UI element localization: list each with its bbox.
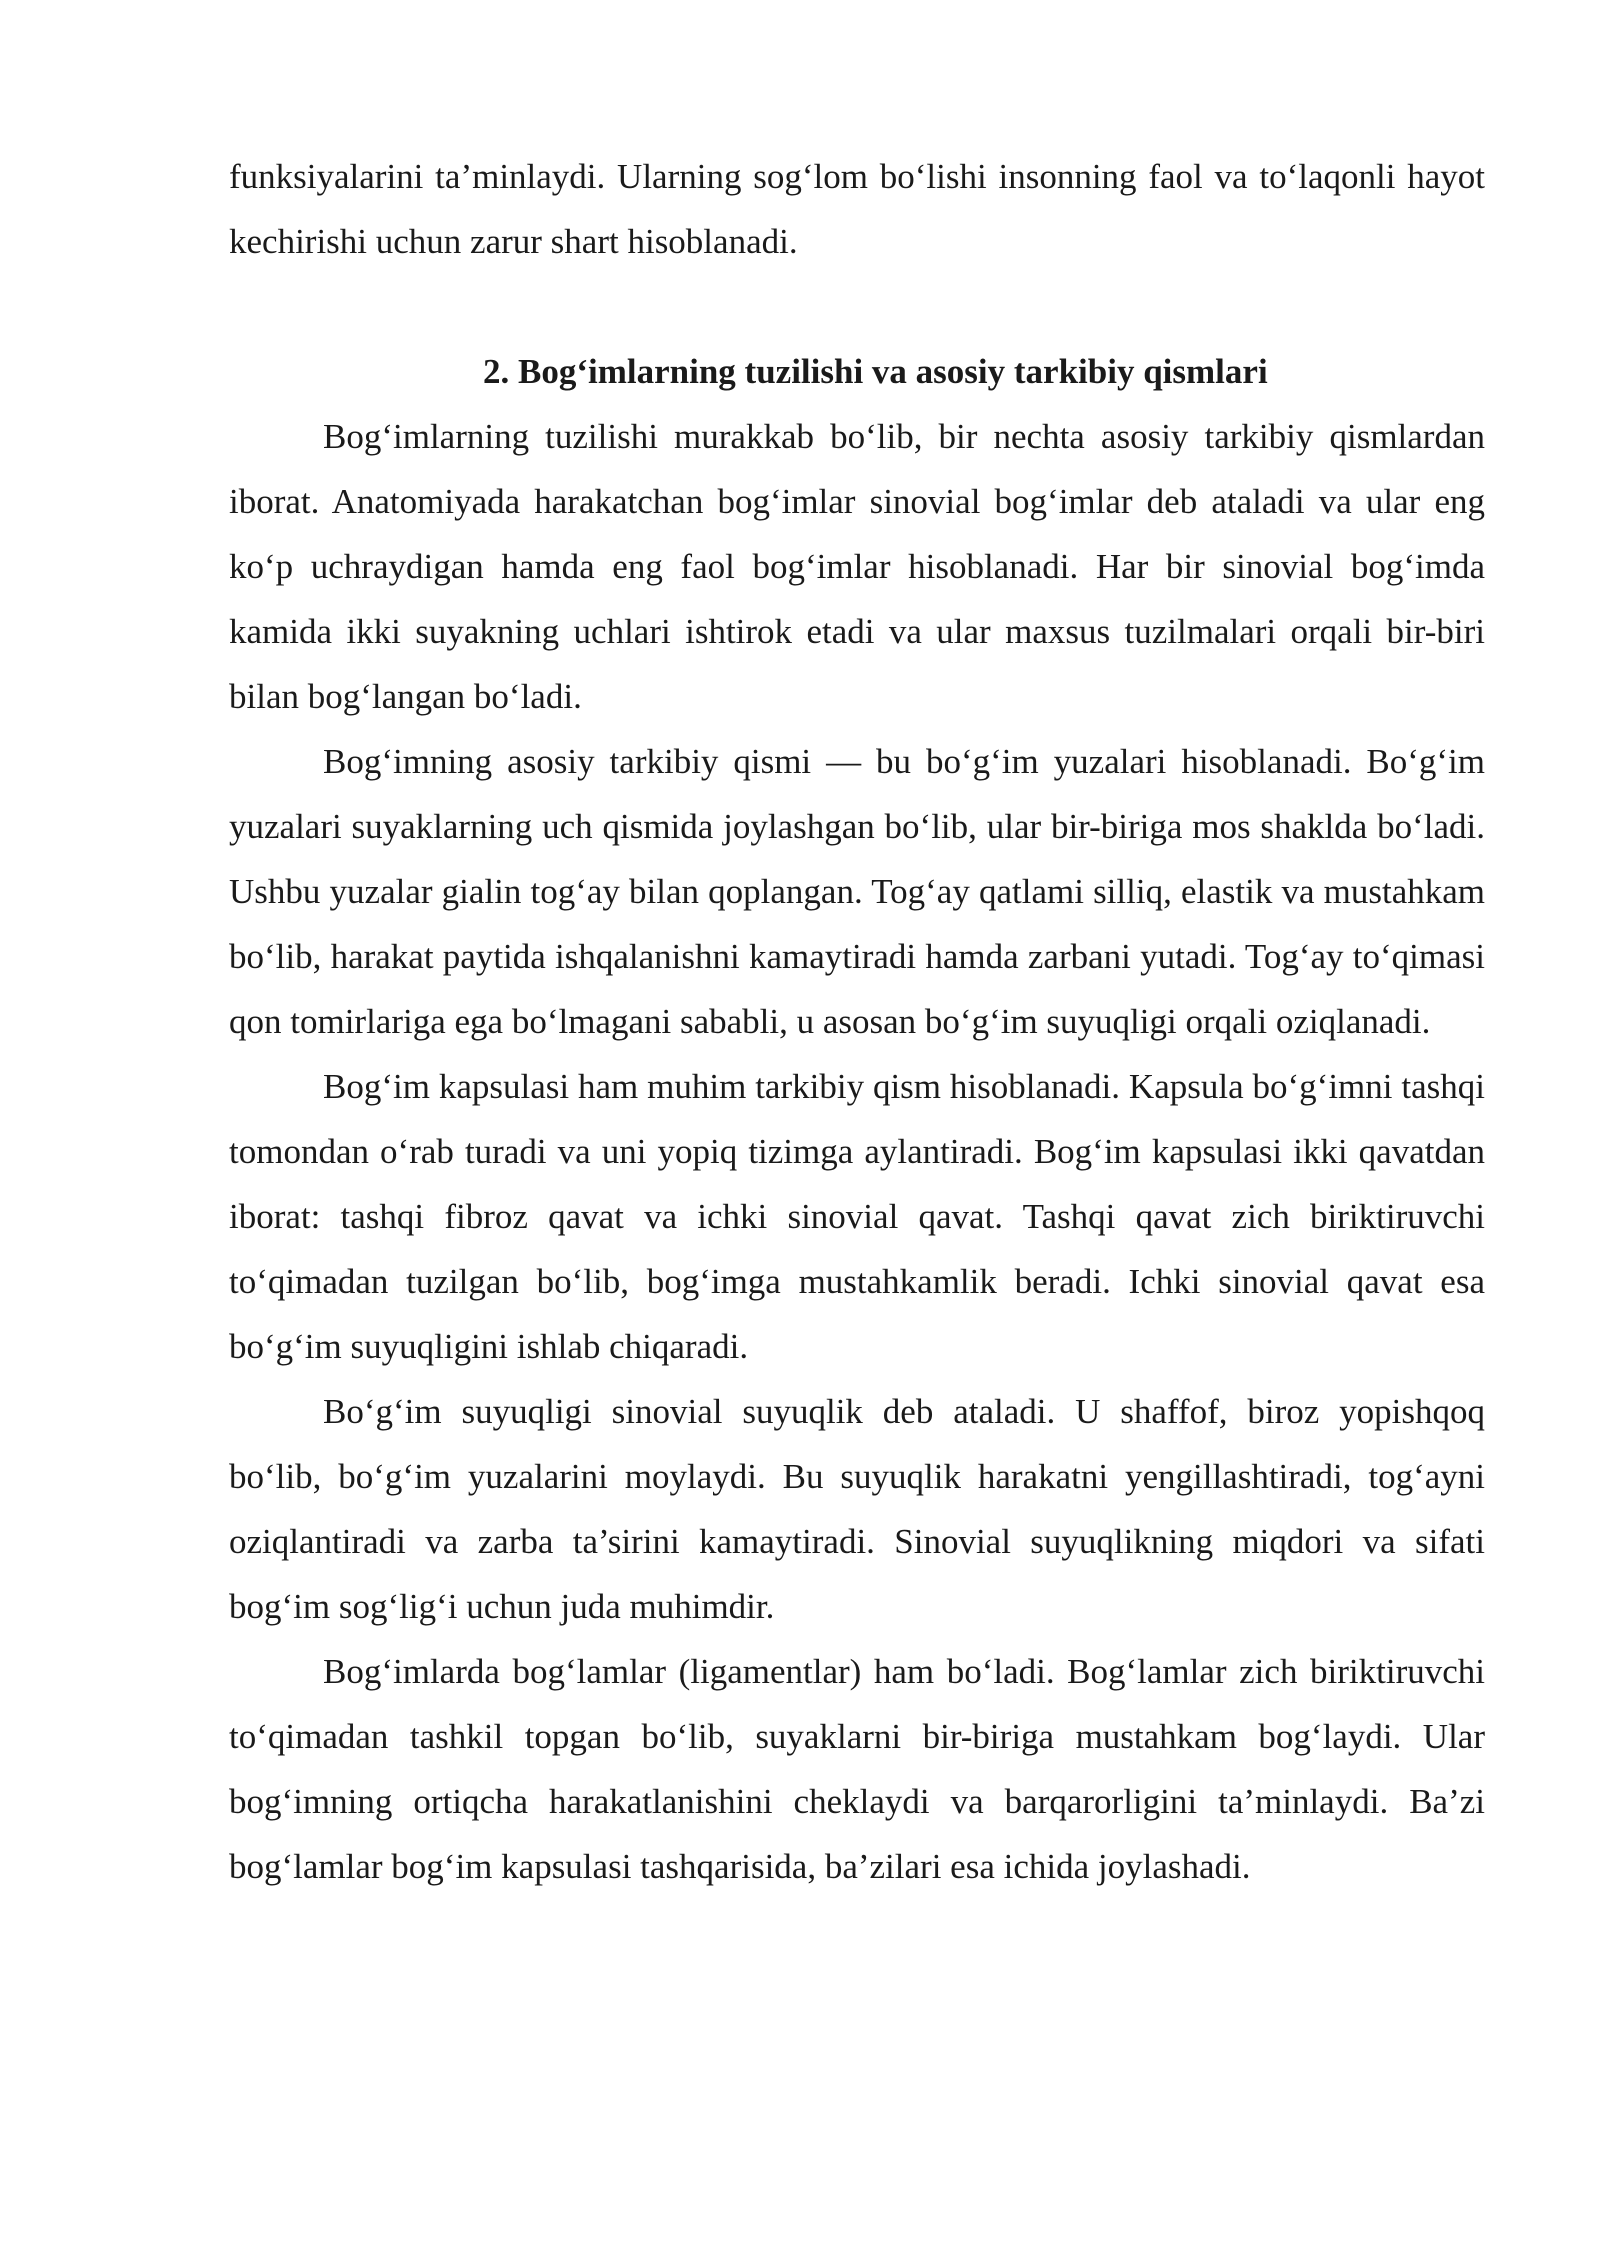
- page-body: [229, 144, 1485, 1899]
- section-heading: 2. Bog‘imlarning tuzilishi va asosiy tarkibiy qismlari: [483, 352, 1268, 391]
- continuation-paragraph: funksiyalarini ta’minlaydi. Ularning sog‘lom bo‘lishi insonning faol va to‘laqonli hayot kechirishi uchun zarur shart hisoblanadi.: [229, 157, 1485, 261]
- paragraph-joint-capsule: Bog‘im kapsulasi ham muhim tarkibiy qism hisoblanadi. Kapsula bo‘g‘imni tashqi tomondan o‘rab turadi va uni yopiq tizimga aylantiradi. Bog‘im kapsulasi ikki qavatdan iborat: tashqi fibroz qavat va ichki sinovial qavat. Tashqi qavat zich biriktiruvchi to‘qimadan tuzilgan bo‘lib, bog‘imga mustahkamlik beradi. Ichki sinovial qavat esa bo‘g‘im suyuqligini ishlab chiqaradi.: [229, 1067, 1485, 1366]
- paragraph-synovial-fluid: Bo‘g‘im suyuqligi sinovial suyuqlik deb ataladi. U shaffof, biroz yopishqoq bo‘lib, bo‘g‘im yuzalarini moylaydi. Bu suyuqlik harakatni yengillashtiradi, tog‘ayni oziqlantiradi va zarba ta’sirini kamaytiradi. Sinovial suyuqlikning miqdori va sifati bog‘im sog‘lig‘i uchun juda muhimdir.: [229, 1392, 1485, 1626]
- paragraph-ligaments: Bog‘imlarda bog‘lamlar (ligamentlar) ham bo‘ladi. Bog‘lamlar zich biriktiruvchi to‘qimadan tashkil topgan bo‘lib, suyaklarni bir-biriga mustahkam bog‘laydi. Ular bog‘imning ortiqcha harakatlanishini cheklaydi va barqarorligini ta’minlaydi. Ba’zi bog‘lamlar bog‘im kapsulasi tashqarisida, ba’zilari esa ichida joylashadi.: [229, 1652, 1485, 1886]
- paragraph-joint-surfaces: Bog‘imning asosiy tarkibiy qismi — bu bo‘g‘im yuzalari hisoblanadi. Bo‘g‘im yuzalari suyaklarning uch qismida joylashgan bo‘lib, ular bir-biriga mos shaklda bo‘ladi. Ushbu yuzalar gialin tog‘ay bilan qoplangan. Tog‘ay qatlami silliq, elastik va mustahkam bo‘lib, harakat paytida ishqalanishni kamaytiradi hamda zarbani yutadi. Tog‘ay to‘qimasi qon tomirlariga ega bo‘lmagani sababli, u asosan bo‘g‘im suyuqligi orqali oziqlanadi.: [229, 742, 1485, 1041]
- paragraph-structure: Bog‘imlarning tuzilishi murakkab bo‘lib, bir nechta asosiy tarkibiy qismlardan iborat. Anatomiyada harakatchan bog‘imlar sinovial bog‘imlar deb ataladi va ular eng ko‘p uchraydigan hamda eng faol bog‘imlar hisoblanadi. Har bir sinovial bog‘imda kamida ikki suyakning uchlari ishtirok etadi va ular maxsus tuzilmalari orqali bir-biri bilan bog‘langan bo‘ladi.: [229, 417, 1485, 716]
